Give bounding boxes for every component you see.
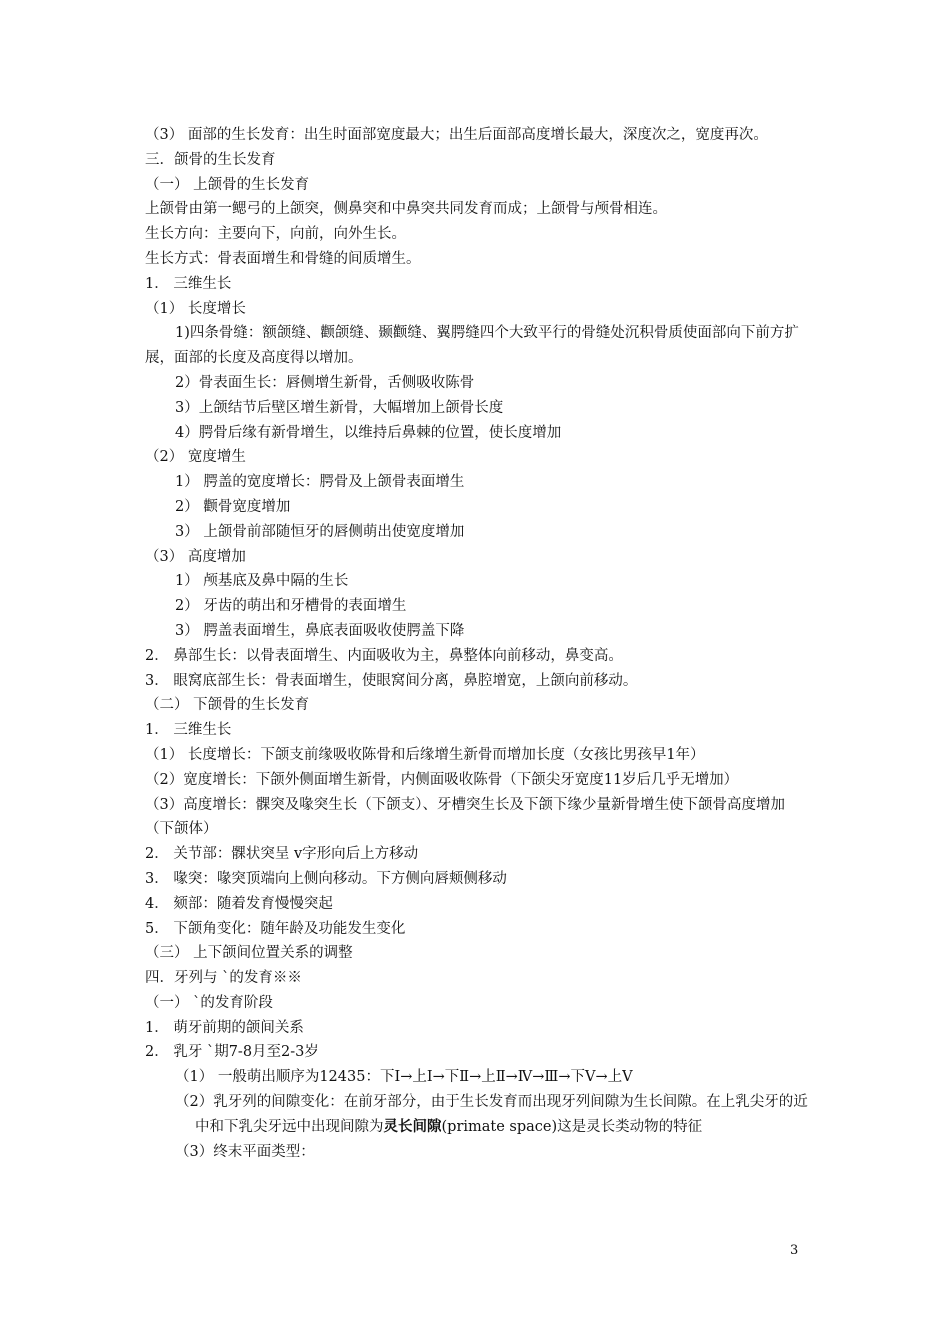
item-coronoid: 3． 喙突：喙突顶端向上侧向移动。下方侧向唇颊侧移动: [145, 870, 507, 887]
spacing-text: （2）乳牙列的间隙变化：在前牙部分，由于生长发育而出现牙列间隙为生长间隙。在上乳尖牙的近中和下乳尖牙远中出现间隙为: [175, 1094, 808, 1135]
item-mandible-height: （3）高度增长：髁突及喙突生长（下颌支）、牙槽突生长及下颌下缘少量新骨增生使下颌骨高度增加（下颌体）: [145, 796, 785, 838]
heading-stages: （一） `的发育阶段: [145, 994, 273, 1011]
item-orbit-growth: 3． 眼窝底部生长：骨表面增生，使眼窝间分离，鼻腔增宽，上颌向前移动。: [145, 672, 638, 689]
paragraph-maxilla-origin: 上颌骨由第一鳃弓的上颌突，侧鼻突和中鼻突共同发育而成；上颌骨与颅骨相连。: [145, 201, 667, 218]
heading-dentition: 四．牙列与 `的发育※※: [145, 970, 302, 987]
item-palate-descent: 3） 腭盖表面增生，鼻底表面吸收使腭盖下降: [175, 622, 465, 639]
paragraph-growth-mode: 生长方式：骨表面增生和骨缝的间质增生。: [145, 250, 421, 267]
item-primary-stage: 2． 乳牙 `期7-8月至2-3岁: [145, 1044, 319, 1061]
subheading-length: （1） 长度增长: [145, 300, 246, 317]
subheading-width: （2） 宽度增生: [145, 449, 246, 466]
heading-mandible-3d: 1． 三维生长: [145, 722, 232, 739]
item-palate-width: 1） 腭盖的宽度增长：腭骨及上颌骨表面增生: [175, 474, 465, 491]
heading-3d-growth: 1． 三维生长: [145, 275, 232, 292]
heading-maxilla: （一） 上颌骨的生长发育: [145, 176, 310, 193]
item-tuberosity: 3）上颌结节后壁区增生新骨，大幅增加上颌骨长度: [175, 399, 504, 416]
item-surface-growth: 2）骨表面生长：唇侧增生新骨，舌侧吸收陈骨: [175, 374, 475, 391]
paragraph-face-growth: （3） 面部的生长发育：出生时面部宽度最大；出生后面部高度增长最大，深度次之，宽度再次。: [145, 127, 768, 143]
item-predental: 1． 萌牙前期的颌间关系: [145, 1019, 304, 1036]
item-cranial-base: 1） 颅基底及鼻中隔的生长: [175, 573, 349, 590]
item-condyle: 2． 关节部：髁状突呈 v字形向后上方移动: [145, 846, 419, 863]
heading-jaw-relation: （三） 上下颌间位置关系的调整: [145, 945, 353, 962]
item-primary-spacing: [145, 1090, 811, 1140]
item-zygoma-width: 2） 颧骨宽度增加: [175, 498, 291, 515]
primate-space-rest: (primate space)这是灵长类动物的特征: [441, 1118, 703, 1135]
item-sutures: 1)四条骨缝：额颌缝、颧颌缝、颞颧缝、翼腭缝四个大致平行的骨缝处沉积骨质使面部向下前方扩展，面部的长度及高度得以增加。: [145, 325, 799, 367]
item-anterior-width: 3） 上颌骨前部随恒牙的唇侧萌出使宽度增加: [175, 523, 465, 540]
item-nasal-growth: 2． 鼻部生长：以骨表面增生、内面吸收为主，鼻整体向前移动，鼻变高。: [145, 647, 623, 664]
item-mandible-angle: 5． 下颌角变化：随年龄及功能发生变化: [145, 920, 406, 937]
paragraph-growth-direction: 生长方向：主要向下，向前，向外生长。: [145, 226, 406, 243]
item-eruption-order: （1） 一般萌出顺序为12435：下Ⅰ→上Ⅰ→下Ⅱ→上Ⅱ→Ⅳ→Ⅲ→下Ⅴ→上Ⅴ: [175, 1069, 633, 1086]
item-tooth-eruption: 2） 牙齿的萌出和牙槽骨的表面增生: [175, 598, 407, 615]
page-number: 3: [790, 1243, 799, 1258]
item-palatine: 4）腭骨后缘有新骨增生，以维持后鼻棘的位置，使长度增加: [175, 424, 562, 441]
item-chin: 4． 颏部：随着发育慢慢突起: [145, 895, 333, 912]
heading-mandible: （二） 下颌骨的生长发育: [145, 697, 310, 714]
item-terminal-plane: （3）终末平面类型：: [175, 1143, 315, 1160]
item-mandible-length: （1） 长度增长：下颌支前缘吸收陈骨和后缘增生新骨而增加长度（女孩比男孩早1年）: [145, 746, 705, 763]
heading-jaw-growth: 三．颌骨的生长发育: [145, 151, 276, 168]
primate-space-term: 灵长间隙: [383, 1118, 442, 1135]
item-mandible-width: （2）宽度增长：下颌外侧面增生新骨，内侧面吸收陈骨（下颌尖牙宽度11岁后几乎无增加）: [145, 771, 739, 788]
document-body: [145, 123, 811, 1164]
subheading-height: （3） 高度增加: [145, 548, 246, 565]
